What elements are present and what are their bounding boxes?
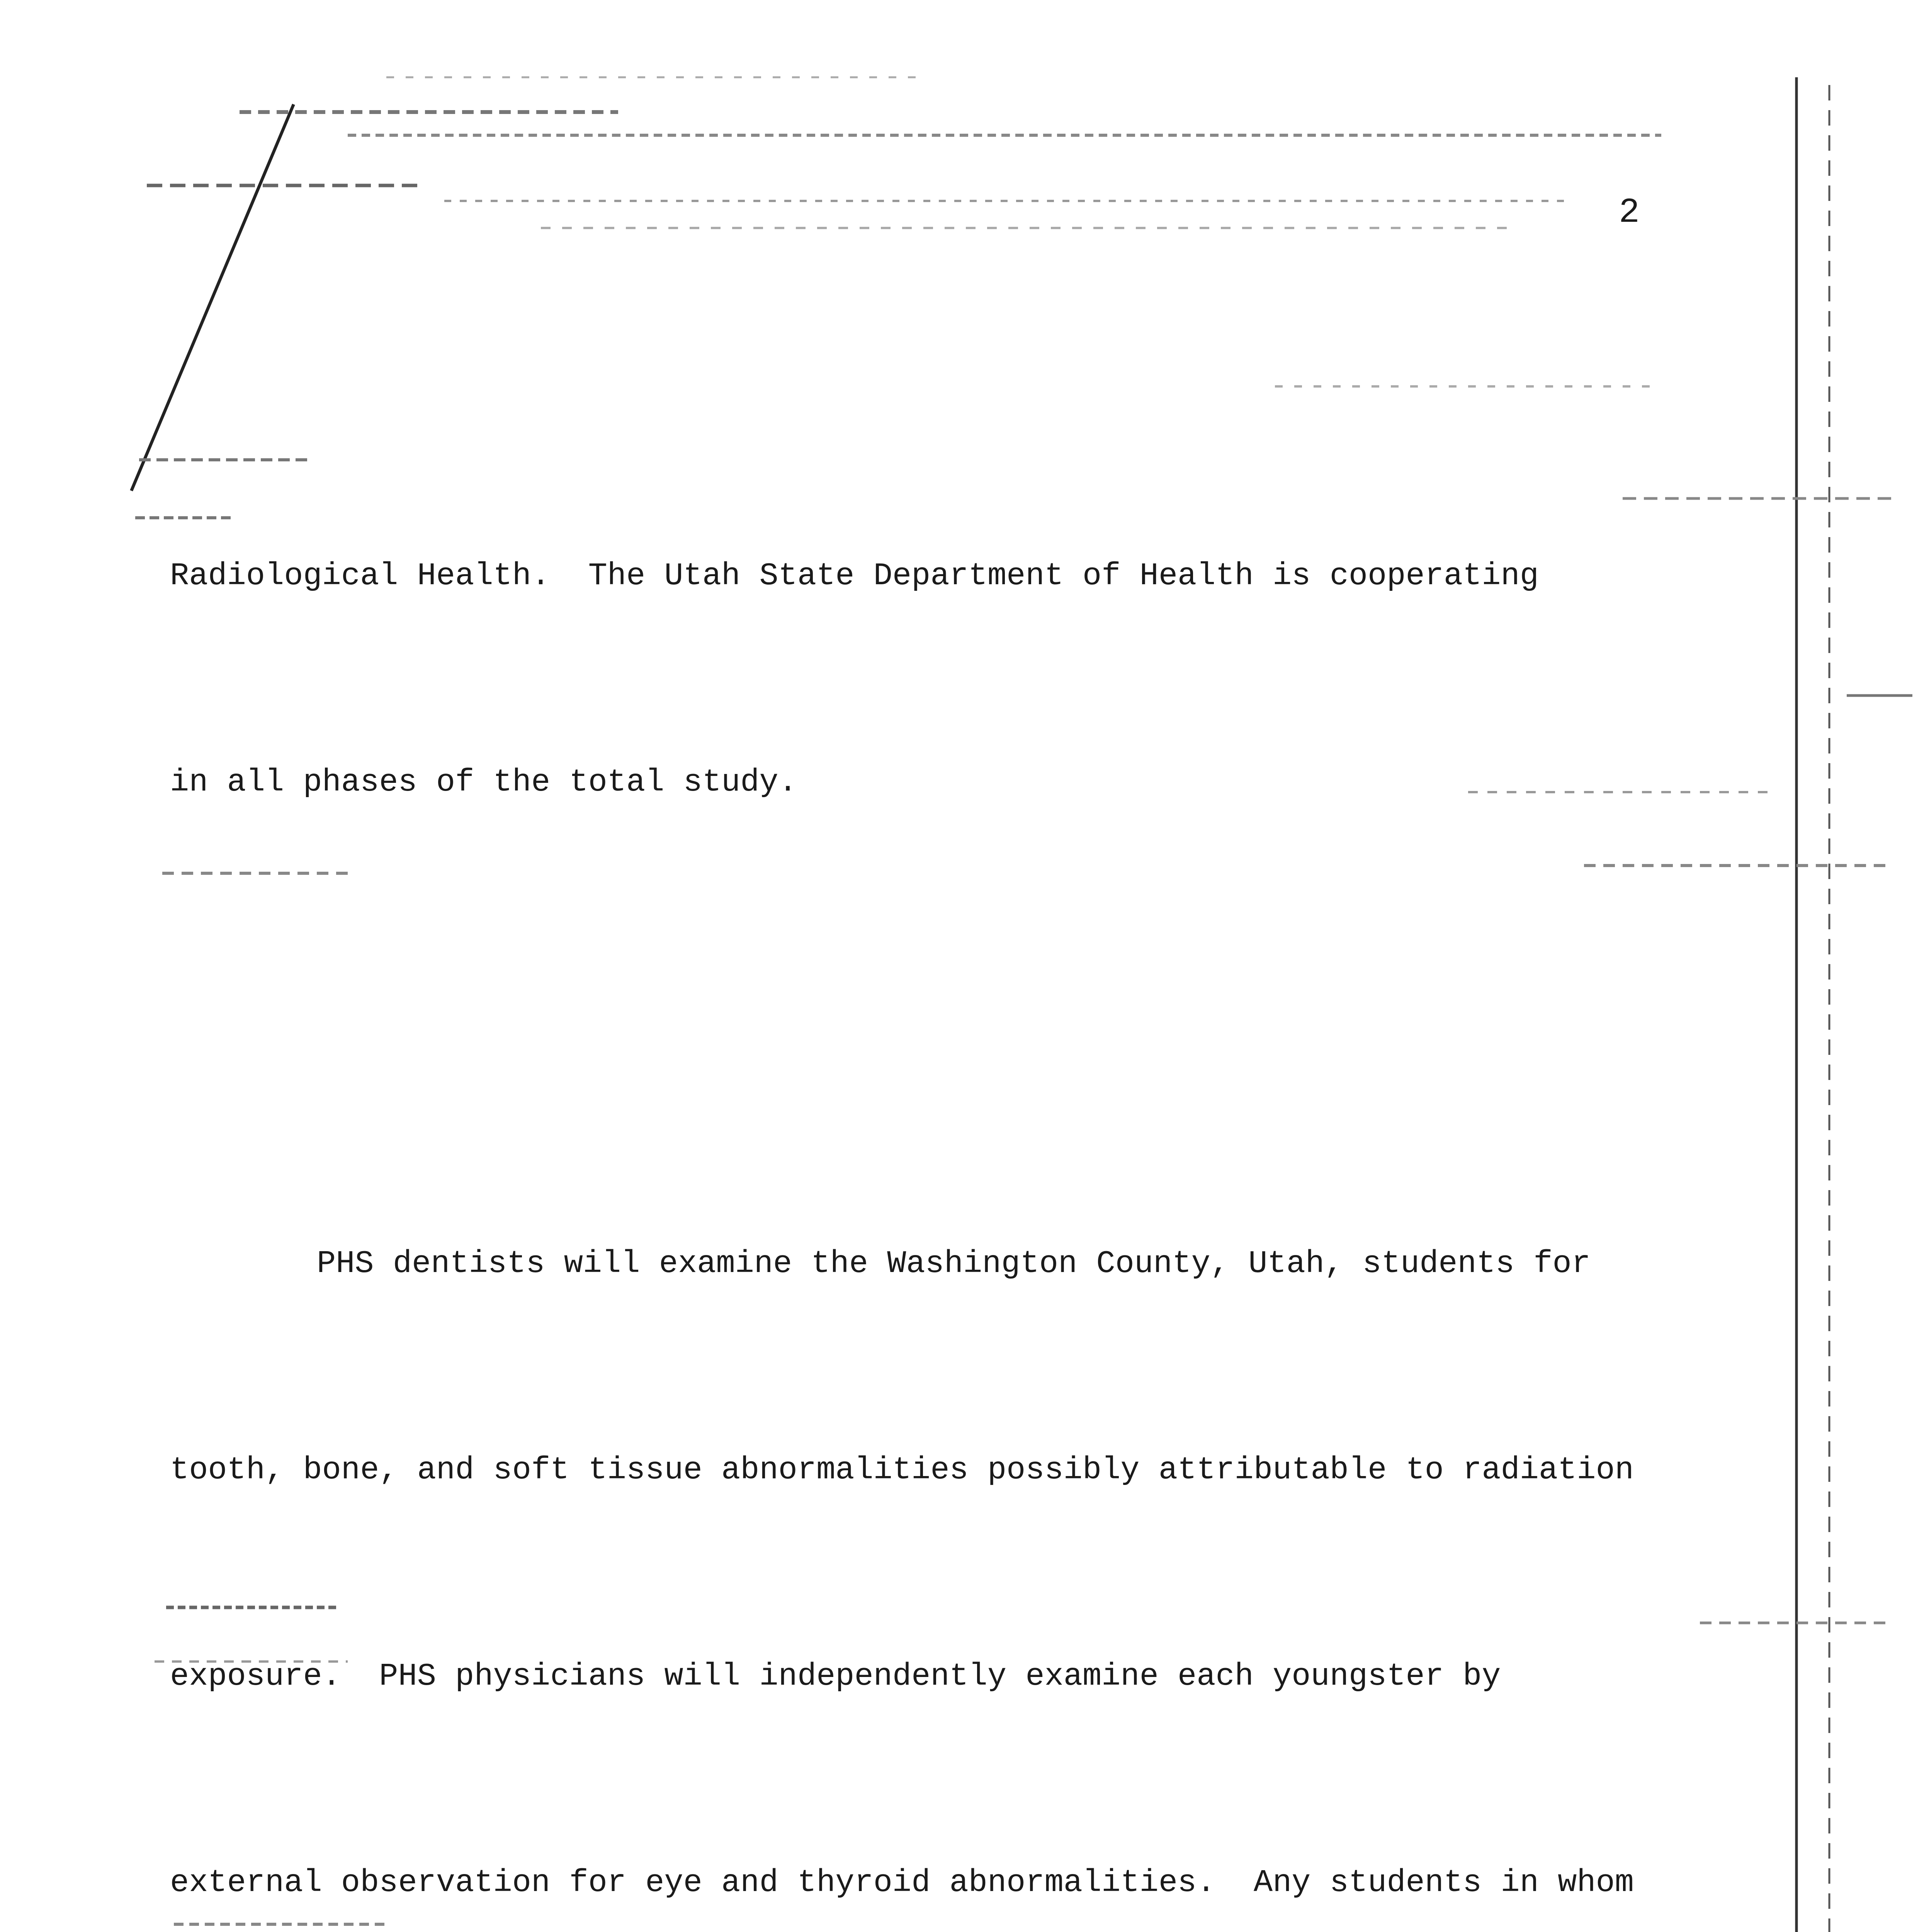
text-line: exposure. PHS physicians will independently examine each youngster by xyxy=(170,1658,1501,1694)
text-line: in all phases of the total study. xyxy=(170,764,797,800)
text-line: external observation for eye and thyroid abnormalities. Any students in whom xyxy=(170,1865,1634,1901)
body-text xyxy=(170,267,1735,1932)
text-line: Radiological Health. The Utah State Department of Health is cooperating xyxy=(170,558,1539,594)
text-line: tooth, bone, and soft tissue abnormalities possibly attributable to radiation xyxy=(170,1452,1634,1488)
text-line: PHS dentists will examine the Washington County, Utah, students for xyxy=(317,1246,1591,1282)
paragraph-2 xyxy=(170,1092,1735,1932)
paragraph-1 xyxy=(170,404,1735,954)
page-number: 2 xyxy=(1619,193,1640,233)
